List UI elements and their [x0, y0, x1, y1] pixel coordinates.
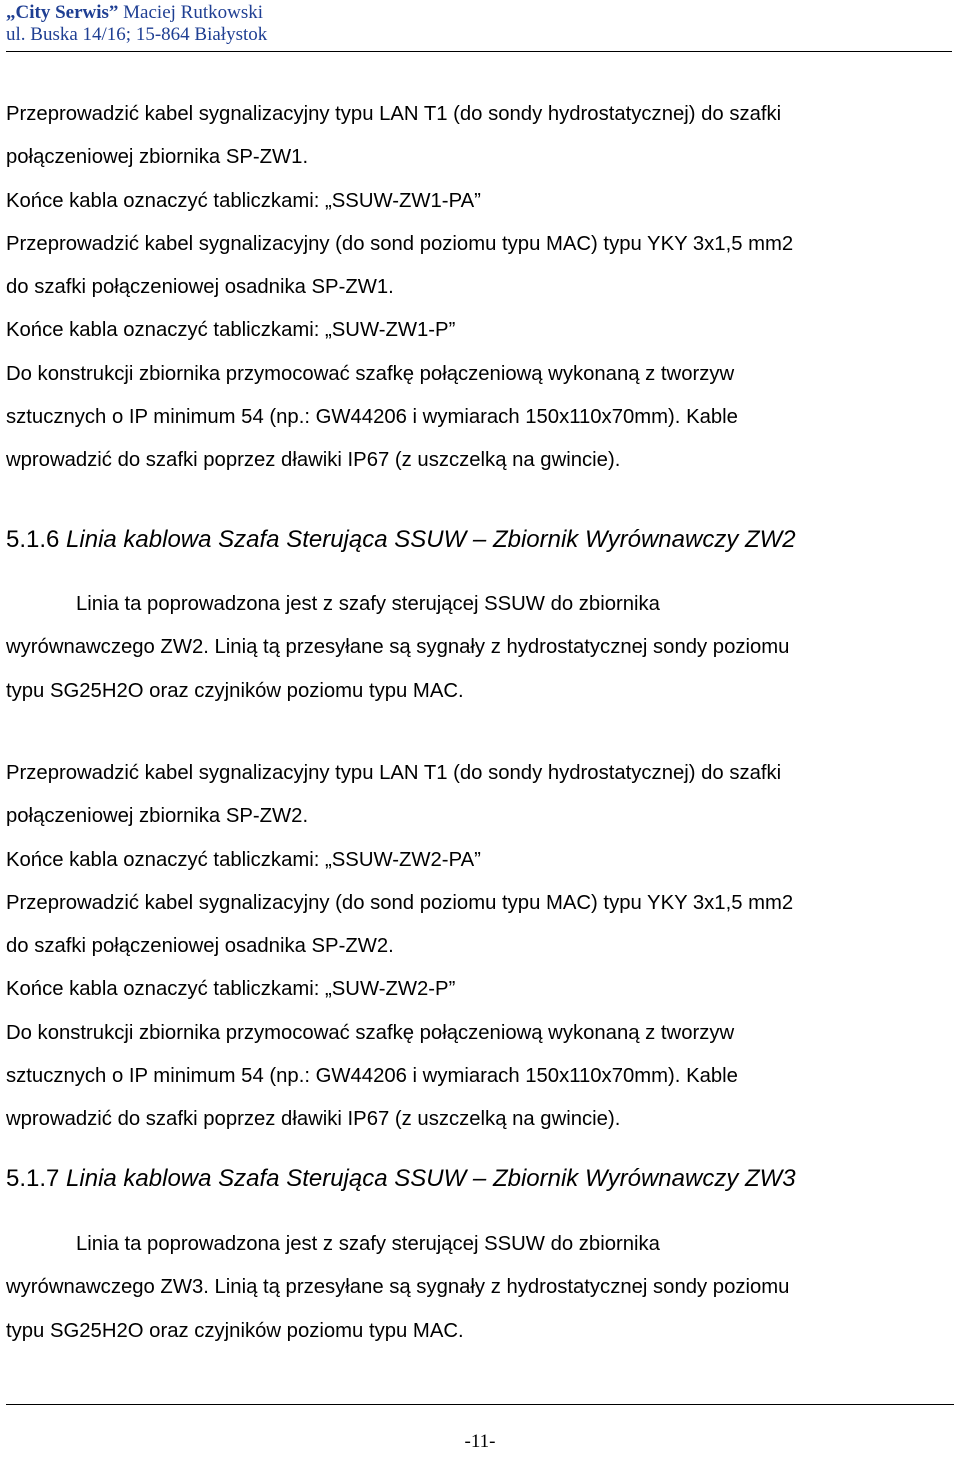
text-line: typu SG25H2O oraz czyjników poziomu typu MAC.: [6, 679, 464, 702]
text-line: typu SG25H2O oraz czyjników poziomu typu MAC.: [6, 1319, 464, 1342]
text-line: Do konstrukcji zbiornika przymocować szafkę połączeniową wykonaną z tworzyw: [6, 1021, 735, 1044]
text-line: wyrównawczego ZW2. Linią tą przesyłane są sygnały z hydrostatycznej sondy poziomu: [6, 636, 790, 659]
text-line: wyrównawczego ZW3. Linią tą przesyłane są sygnały z hydrostatycznej sondy poziomu: [6, 1276, 790, 1299]
section-title: Linia kablowa Szafa Sterująca SSUW – Zbiornik Wyrównawczy ZW2: [59, 526, 796, 553]
company-address: ul. Buska 14/16; 15-864 Białystok: [6, 24, 268, 45]
section-number: 5.1.7: [6, 1165, 60, 1192]
text-line: do szafki połączeniowej osadnika SP-ZW1.: [6, 276, 394, 299]
section-number: 5.1.6: [6, 526, 60, 553]
page-number: -11-: [464, 1431, 496, 1452]
text-line: sztucznych o IP minimum 54 (np.: GW44206 i wymiarach 150x110x70mm). Kable: [6, 1065, 738, 1088]
section-title: Linia kablowa Szafa Sterująca SSUW – Zbiornik Wyrównawczy ZW3: [59, 1165, 796, 1192]
page-header: [6, 2, 952, 52]
text-line: Przeprowadzić kabel sygnalizacyjny typu LAN T1 (do sondy hydrostatycznej) do szafki: [6, 762, 782, 784]
text-line: Linia ta poprowadzona jest z szafy sterującej SSUW do zbiornika: [76, 593, 660, 615]
text-line: połączeniowej zbiornika SP-ZW1.: [6, 146, 309, 169]
section-body-517: [6, 1223, 954, 1353]
text-line: Końce kabla oznaczyć tabliczkami: „SUW-ZW2-P”: [6, 978, 456, 1001]
section-heading-517: [6, 1164, 954, 1194]
company-brand: „City Serwis”: [6, 2, 119, 23]
company-owner: Maciej Rutkowski: [118, 2, 264, 23]
text-line: Przeprowadzić kabel sygnalizacyjny (do sond poziomu typu MAC) typu YKY 3x1,5 mm2: [6, 891, 794, 914]
text-line: Do konstrukcji zbiornika przymocować szafkę połączeniową wykonaną z tworzyw: [6, 362, 735, 385]
text-line: Końce kabla oznaczyć tabliczkami: „SUW-ZW1-P”: [6, 319, 456, 342]
text-line: wprowadzić do szafki poprzez dławiki IP67 (z uszczelką na gwincie).: [6, 449, 621, 472]
text-line: połączeniowej zbiornika SP-ZW2.: [6, 805, 309, 828]
section-body-516: [6, 583, 954, 713]
company-line: [6, 2, 952, 24]
text-line: Końce kabla oznaczyć tabliczkami: „SSUW-ZW2-PA”: [6, 848, 481, 871]
text-line: wprowadzić do szafki poprzez dławiki IP67 (z uszczelką na gwincie).: [6, 1108, 621, 1131]
text-line: sztucznych o IP minimum 54 (np.: GW44206 i wymiarach 150x110x70mm). Kable: [6, 406, 738, 429]
section-heading-516: [6, 525, 954, 555]
text-line: Końce kabla oznaczyć tabliczkami: „SSUW-ZW1-PA”: [6, 189, 481, 212]
text-line: Przeprowadzić kabel sygnalizacyjny typu LAN T1 (do sondy hydrostatycznej) do szafki: [6, 103, 782, 125]
paragraph-block-zw2: [6, 752, 954, 1142]
paragraph-block-zw1: [6, 93, 954, 483]
text-line: Przeprowadzić kabel sygnalizacyjny (do sond poziomu typu MAC) typu YKY 3x1,5 mm2: [6, 232, 794, 255]
footer-divider: [6, 1404, 954, 1405]
text-line: do szafki połączeniowej osadnika SP-ZW2.: [6, 935, 394, 958]
page-footer: [6, 1404, 954, 1453]
header-divider: [6, 51, 952, 52]
text-line: Linia ta poprowadzona jest z szafy sterującej SSUW do zbiornika: [76, 1233, 660, 1255]
